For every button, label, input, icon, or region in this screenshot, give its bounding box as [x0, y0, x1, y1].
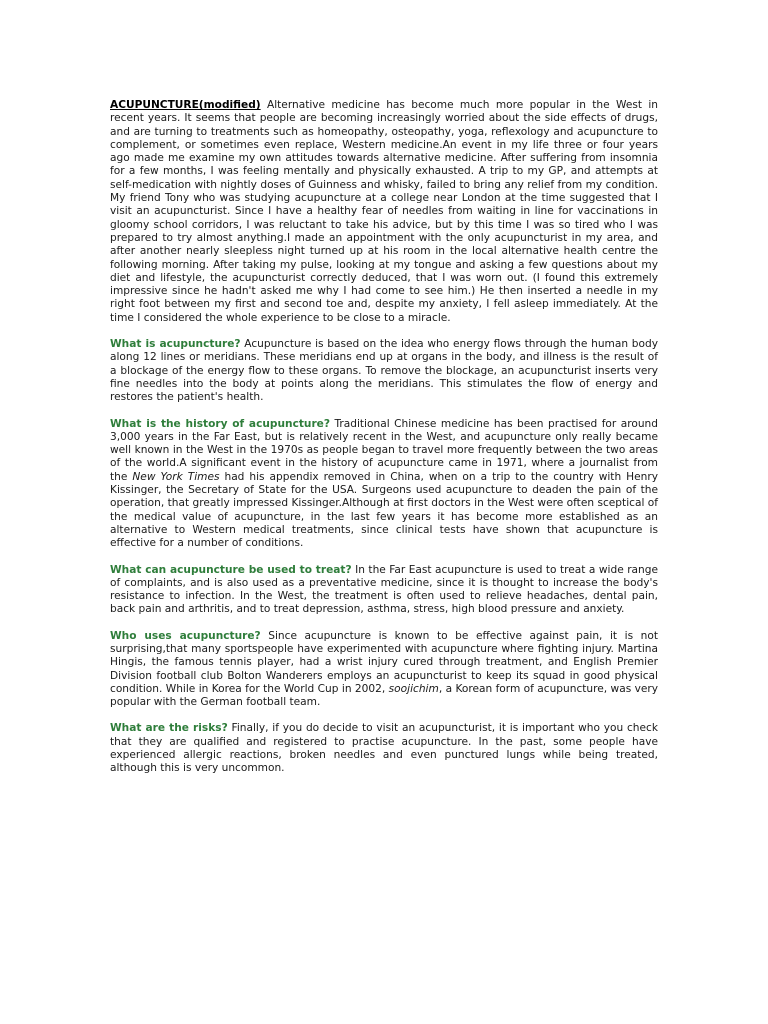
intro-paragraph [110, 99, 658, 325]
section-history [110, 418, 658, 551]
document-page [110, 99, 658, 789]
section-text-continued: , a Korean form of acupuncture, was very popular with the German football team. [110, 682, 659, 709]
section-heading: What can acupuncture be used to treat? [110, 563, 352, 576]
section-text: Finally, if you do decide to visit an acupuncturist, it is important who you check that they are qualified and registered to practise acupuncture. In the past, some people have experienced allergic reactions, broken needles and even punctured lungs while being treated, although this is very uncommon. [110, 722, 659, 775]
section-text: Since acupuncture is known to be effective against pain, it is not surprising,that many sportspeople have experimented with acupuncture where fighting injury. Martina Hingis, the famous tennis player, had a wrist injury cured through treatment, and English Premier Division football club Bolton Wanderers employs an acupuncturist to keep its squad in good physical condition. While in Korea for the World Cup in 2002, [110, 629, 659, 695]
korean-term: soojichim [388, 682, 439, 695]
section-text: Acupuncture is based on the idea who energy flows through the human body along 12 lines or meridians. These meridians end up at organs in the body, and illness is the result of a blockage of the energy flow to these organs. To remove the blockage, an acupuncturist inserts very fine needles into the body at points along the meridians. This stimulates the flow of energy and restores the patient's health. [110, 338, 658, 404]
section-treat [110, 564, 658, 617]
newspaper-name: New York Times [132, 470, 220, 483]
section-heading: What is the history of acupuncture? [110, 417, 331, 430]
section-heading: What is acupuncture? [110, 338, 241, 351]
section-text: Traditional Chinese medicine has been practised for around 3,000 years in the Far East, but is relatively recent in the West, and acupuncture only really became well known in the West in the 1970s as people began to travel more frequently between the two areas of the world.A significant event in the history of acupuncture came in 1971, where a journalist from the [110, 417, 658, 483]
section-text: In the Far East acupuncture is used to treat a wide range of complaints, and is also used as a preventative medicine, since it is thought to increase the body's resistance to infection. In the West, the treatment is often used to relieve headaches, dental pain, back pain and arthritis, and to treat depression, asthma, stress, high blood pressure and anxiety. [110, 563, 658, 616]
section-heading: Who uses acupuncture? [110, 629, 261, 642]
section-heading: What are the risks? [110, 722, 228, 735]
article-title: ACUPUNCTURE(modified) [110, 99, 261, 111]
section-risks [110, 722, 658, 775]
section-who-uses [110, 630, 658, 710]
section-text-continued: had his appendix removed in China, when on a trip to the country with Henry Kissinger, the Secretary of State for the USA. Surgeons used acupuncture to deaden the pain of the operation, that greatly impressed Kissinger.Although at first doctors in the West were often sceptical of the medical value of acupuncture, in the last few years it has become more established as an alternative to Western medical treatments, since clinical tests have shown that acupuncture is effective for a number of conditions. [110, 470, 658, 550]
intro-text: Alternative medicine has become much more popular in the West in recent years. It seems that people are becoming increasingly worried about the side effects of drugs, and are turning to treatments such as homeopathy, osteopathy, yoga, reflexology and acupuncture to complement, or sometimes even replace, Western medicine.An event in my life three or four years ago made me examine my own attitudes towards alternative medicine. After suffering from insomnia for a few months, I was feeling mentally and physically exhausted. A trip to my GP, and attempts at self-medication with nightly doses of Guinness and whisky, failed to bring any relief from my condition. My friend Tony who was studying acupuncture at a college near London at the time suggested that I visit an acupuncturist. Since I have a healthy fear of needles from waiting in line for vaccinations in gloomy school corridors, I was reluctant to take his advice, but by this time I was so tired who I was prepared to try almost anything.I made an appointment with the only acupuncturist in my area, and after another nearly sleepless night turned up at his room in the local alternative health centre the following morning. After taking my pulse, looking at my tongue and asking a few questions about my diet and lifestyle, the acupuncturist correctly deduced, that I was worn out. (I found this extremely impressive since he hadn't asked me why I had come to see him.) He then inserted a needle in my right foot between my first and second toe and, despite my anxiety, I fell asleep immediately. At the time I considered the whole experience to be close to a miracle. [110, 99, 658, 324]
section-what-is [110, 338, 658, 404]
